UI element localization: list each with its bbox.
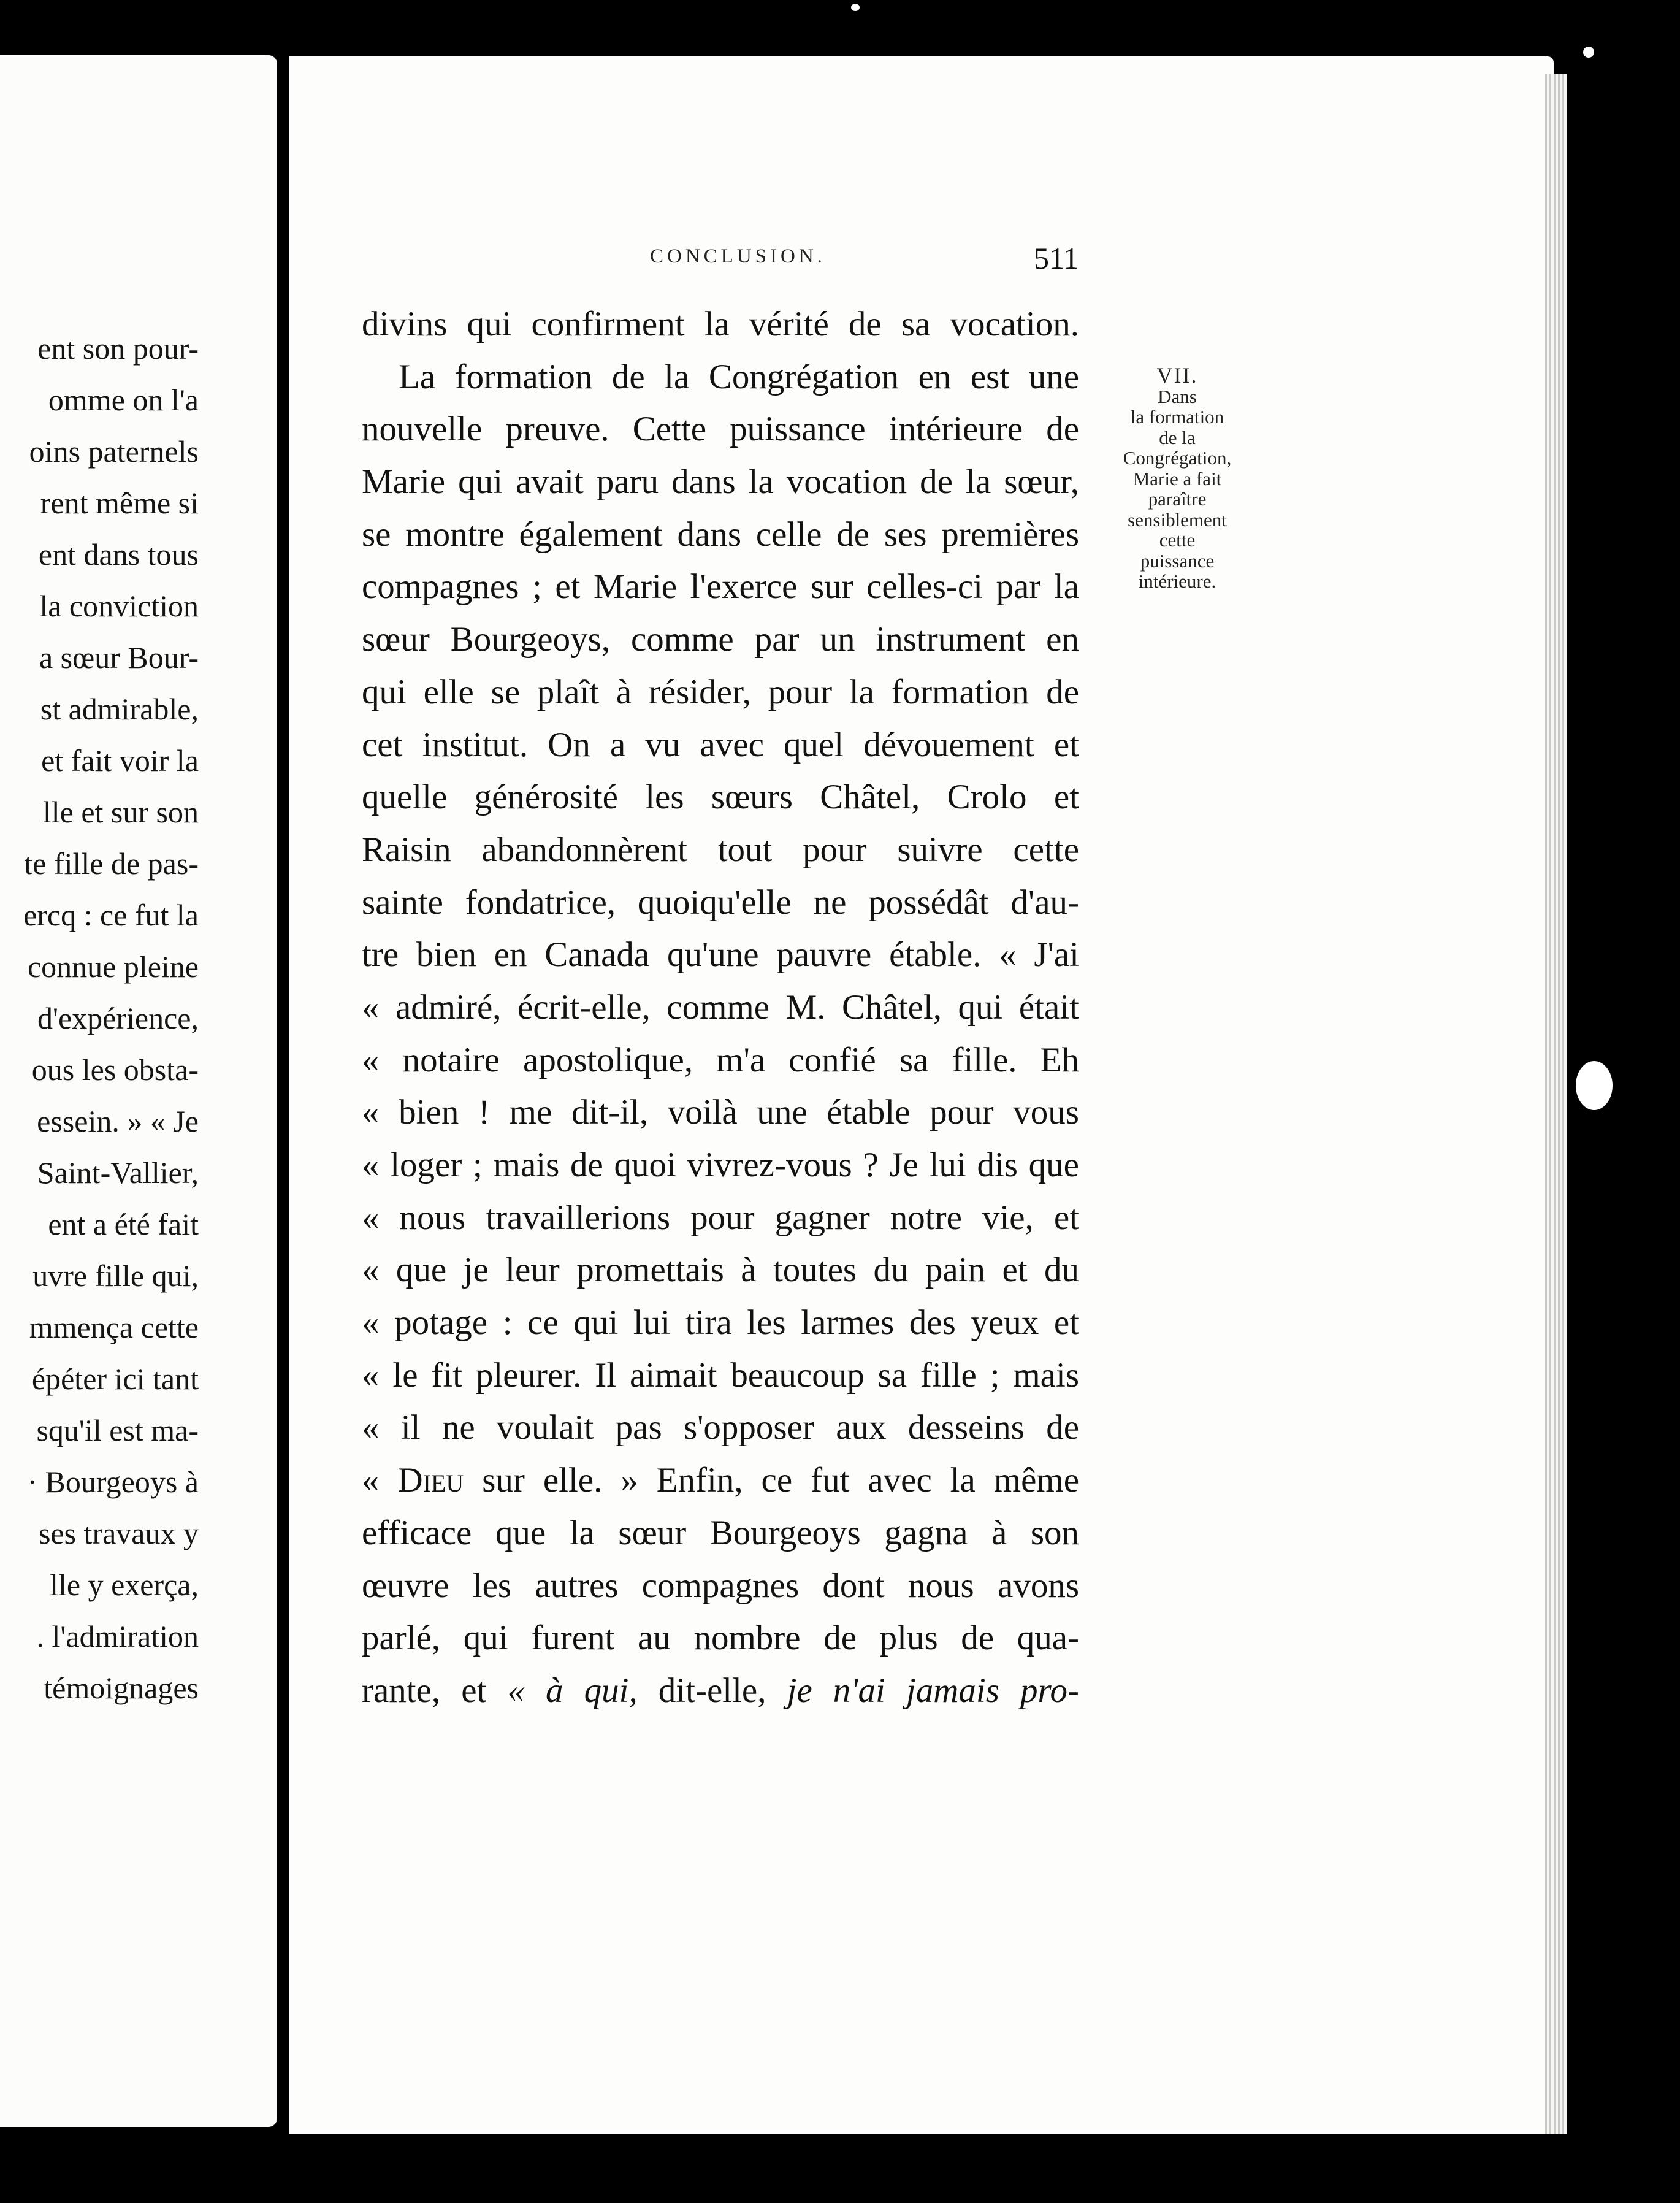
body-line: « nous travaillerions pour gagner notre vie, et	[362, 1198, 1079, 1237]
left-page-line: la conviction	[39, 589, 199, 623]
left-page-line: connue pleine	[27, 949, 199, 984]
left-page-line: omme on l'a	[48, 383, 199, 417]
left-page-line: uvre fille qui,	[32, 1259, 199, 1293]
left-page-line: · Bourgeoys à	[27, 1465, 199, 1499]
left-page-line: lle et sur son	[42, 795, 199, 829]
body-line: « bien ! me dit-il, voilà une étable pour vous	[362, 1093, 1079, 1132]
body-line: compagnes ; et Marie l'exerce sur celles-ci par la	[362, 567, 1079, 607]
margin-note-line: sensiblement	[1128, 508, 1227, 531]
body-line: parlé, qui furent au nombre de plus de qua-	[362, 1619, 1079, 1658]
page-number: 511	[1034, 241, 1079, 275]
margin-note-line: intérieure.	[1138, 570, 1216, 592]
body-line: « notaire apostolique, m'a confié sa fille. Eh	[362, 1040, 1079, 1079]
left-page-line: ent dans tous	[38, 537, 199, 572]
margin-note-line: Congrégation,	[1123, 447, 1232, 469]
body-line: œuvre les autres compagnes dont nous avons	[362, 1566, 1079, 1605]
margin-note-line: Dans	[1158, 385, 1197, 407]
left-page-line: épéter ici tant	[31, 1362, 199, 1396]
margin-note-line: paraître	[1148, 488, 1207, 510]
body-line: efficace que la sœur Bourgeoys gagna à son	[362, 1513, 1079, 1552]
margin-note-line: la formation	[1130, 406, 1224, 427]
body-line: cet institut. On a vu avec quel dévouement et	[362, 725, 1079, 764]
body-line-last	[362, 1665, 1079, 1717]
left-page-line: lle y exerça,	[50, 1568, 199, 1602]
left-page-line: . l'admiration	[36, 1619, 199, 1653]
line-middle: dit-elle,	[658, 1671, 766, 1710]
left-page-line: Saint-Vallier,	[37, 1155, 199, 1190]
left-page-line: témoignages	[44, 1671, 199, 1705]
left-page-line: ous les obsta-	[31, 1052, 199, 1087]
page-edges	[1545, 74, 1567, 2134]
body-line: « potage : ce qui lui tira les larmes des yeux et	[362, 1303, 1079, 1343]
margin-note-line: de la	[1159, 426, 1196, 448]
scan-speck	[851, 4, 860, 11]
scan-speck	[1576, 1061, 1613, 1110]
margin-note-line: cette	[1159, 529, 1196, 551]
left-page-line: d'expérience,	[37, 1001, 199, 1035]
left-page-line: rent même si	[40, 486, 199, 520]
left-page-line: essein. » « Je	[37, 1104, 199, 1138]
body-line: tre bien en Canada qu'une pauvre étable. « J'ai	[362, 935, 1079, 975]
left-page-line: et fait voir la	[41, 743, 199, 778]
running-head: CONCLUSION.	[650, 245, 826, 267]
body-line: Marie qui avait paru dans la vocation de la sœur,	[362, 462, 1079, 502]
left-page-line: ses travaux y	[38, 1516, 199, 1550]
left-page-line: ercq : ce fut la	[23, 898, 199, 932]
italic-quote: je n'ai jamais pro-	[787, 1671, 1080, 1710]
body-line: divins qui confirment la vérité de sa vocation.	[362, 305, 1079, 343]
italic-quote: « à qui,	[507, 1671, 638, 1710]
left-page-line: te fille de pas-	[24, 846, 199, 881]
left-page-line: ent son pour-	[37, 331, 199, 366]
left-page-line: squ'il est ma-	[36, 1413, 199, 1447]
body-text	[362, 298, 1079, 1717]
scan-speck	[1583, 47, 1594, 58]
book-gutter	[277, 55, 289, 2127]
body-line: La formation de la Congrégation en est une	[399, 357, 1079, 396]
body-line: « loger ; mais de quoi vivrez-vous ? Je lui dis que	[362, 1146, 1079, 1184]
line-rest: sur elle. » Enfin, ce fut avec la même	[482, 1461, 1080, 1500]
margin-note	[1098, 363, 1257, 592]
left-page-line: a sœur Bour-	[39, 640, 199, 675]
body-line: « il ne voulait pas s'opposer aux desseins de	[362, 1408, 1079, 1447]
line-start: rante, et	[362, 1671, 487, 1710]
body-line: « le fit pleurer. Il aimait beaucoup sa fille ; mais	[362, 1355, 1079, 1395]
body-line: « que je leur promettais à toutes du pain et du	[362, 1251, 1079, 1290]
left-facing-page	[0, 55, 277, 2127]
body-line: nouvelle preuve. Cette puissance intérieure de	[362, 410, 1079, 449]
small-caps-word: Dieu	[397, 1461, 464, 1500]
left-page-line: oins paternels	[29, 434, 199, 469]
margin-note-line: Marie a fait	[1132, 467, 1222, 489]
body-line: quelle générosité les sœurs Châtel, Crolo et	[362, 778, 1079, 817]
left-page-line: mmença cette	[29, 1310, 199, 1344]
body-line: « admiré, écrit-elle, comme M. Châtel, qui était	[362, 987, 1079, 1027]
body-line: qui elle se plaît à résider, pour la formation de	[362, 672, 1079, 711]
quote-mark: «	[362, 1461, 380, 1500]
body-line: se montre également dans celle de ses premières	[362, 515, 1079, 554]
body-line: sœur Bourgeoys, comme par un instrument en	[362, 620, 1079, 659]
body-line: Raisin abandonnèrent tout pour suivre cette	[362, 830, 1079, 869]
left-page-line: ent a été fait	[48, 1207, 199, 1241]
body-line: sainte fondatrice, quoiqu'elle ne possédât d'au-	[362, 883, 1079, 922]
margin-note-line: puissance	[1140, 550, 1215, 572]
margin-note-number: VII.	[1156, 363, 1198, 388]
body-line-dieu	[362, 1454, 1079, 1507]
left-page-line: st admirable,	[40, 692, 199, 726]
